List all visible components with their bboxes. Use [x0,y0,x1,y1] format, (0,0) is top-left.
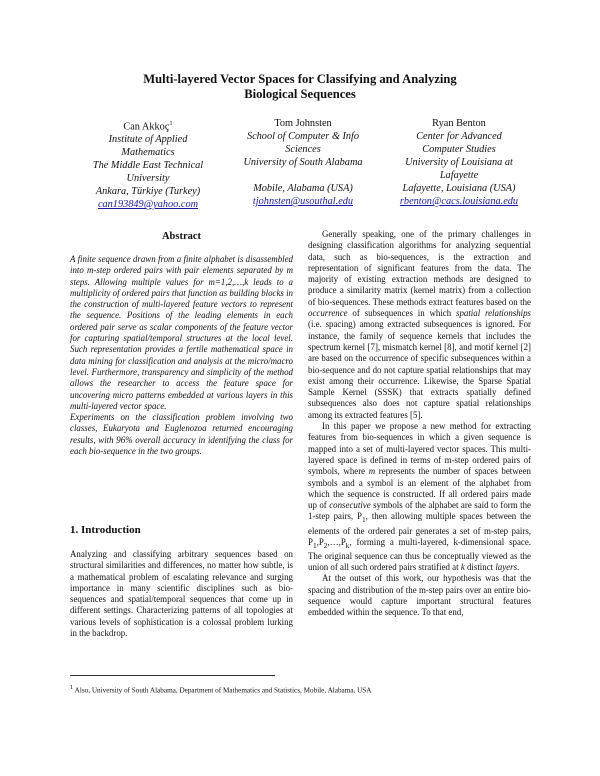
author-affiliation: Center for Advanced [416,131,502,142]
author-footnote-mark: 1 [169,120,173,127]
author-name: Can Akkoç$^1$ [123,120,173,133]
author-email-link[interactable]: tjohnsten@usouthal.edu [252,196,354,207]
right-column-body [308,229,531,619]
introduction-paragraph: Analyzing and classifying arbitrary sequences based on structural similarities and differences, no matter how subtle, is a mathematical problem of escalating relevance and surging importance in many scientific disciplines such as bio-sequences and spatial/temporal sequences that come up in different settings. Characterizing patterns of all topologies at various levels of sophistication is a colossal problem lurking in the backdrop. [70,549,293,639]
footnote-text: Also, University of South Alabama, Department of Mathematics and Statistics, Mobile, Alabama, USA [73,686,372,695]
author-affiliation: University [126,173,170,185]
author-affiliation: Mathematics [121,147,175,159]
author-name: Ryan Benton [432,118,486,129]
author-affiliation: The Middle East Technical [92,160,204,172]
body-paragraph: At the outset of this work, our hypothesis was that the spacing and distribution of the m-step pairs over an entire bio-sequence would capture important structural features embedded within the sequence. To that end, [308,573,531,618]
body-paragraph: In this paper we propose a new method for extracting features from bio-sequences in which a given sequence is mapped into a set of multi-layered vector spaces. This multi-layered space is defined in terms of m-step ordered pairs of symbols, where m represents the number of spaces between symbols and a symbol is an element of the alphabet from which the sequence is constructed. If all ordered pairs made up of consecutive symbols of the alphabet are said to form the 1-step pairs, $P_1$, then allowing multiple spaces between the elements of the ordered pair generates a set of m-step pairs, $P_1,P_2,\dots,P_k$, forming a multi-layered, k-dimensional space. The original sequence can thus be conceptually viewed as the union of all such ordered pairs stratified at k distinct layers. [308,421,531,573]
author-affiliation: Institute of Applied [108,134,188,146]
author-affiliation: Lafayette [439,170,479,181]
author-location: Lafayette, Louisiana (USA) [402,183,516,194]
author-location: Ankara, Türkiye (Turkey) [95,186,201,198]
abstract-body [70,254,293,457]
title-line-2: Biological Sequences [244,87,356,101]
author-name: Tom Johnsten [274,118,332,129]
author-block-2 [228,117,378,208]
section-heading-introduction: 1. Introduction [70,524,141,536]
author-affiliation: University of Louisiana at [405,157,513,168]
title-line-1: Multi-layered Vector Spaces for Classifying and Analyzing [143,72,457,86]
author-email-link[interactable]: can193849@yahoo.com [97,199,199,211]
introduction-body [70,549,293,639]
abstract-paragraph: Experiments on the classification problem involving two classes, Eukaryota and Euglenozoa returned encouraging results, with 96% overall accuracy in identifying the class for each bio-sequence in the two groups. [70,412,293,457]
author-affiliation: Computer Studies [422,144,496,155]
author-block-1 [78,117,218,211]
body-paragraph: Generally speaking, one of the primary challenges in designing classification algorithms for analyzing sequential data, such as bio-sequences, is the extraction and representation of significant features from the data. The majority of existing extraction methods are designed to produce a similarity matrix (kernel matrix) from a collection of bio-sequences. These methods extract features based on the occurrence of subsequences in which spatial relationships (i.e. spacing) among extracted subsequences is ignored. For instance, the family of sequence kernels that includes the spectrum kernel [7], mismatch kernel [8], and motif kernel [2] are based on the occurrence of specific subsequences within a bio-sequence and do not capture spatial relationships that may exist among their occurrence. Likewise, the Sparse Spatial Sample Kernel (SSSK) that extracts spatially defined subsequences also does not capture spatial relationships among its extracted features [5]. [308,229,532,420]
author-affiliation: School of Computer & Info [246,131,360,142]
author-location: Mobile, Alabama (USA) [253,183,353,194]
footnote [70,683,371,695]
paper-title [90,72,510,102]
footnote-divider [70,675,275,676]
author-affiliation: University of South Alabama [243,157,363,168]
author-affiliation: Sciences [285,144,321,155]
footnote-mark: 1 [70,684,74,691]
author-email-link[interactable]: rbenton@cacs.louisiana.edu [399,196,519,207]
author-block-3 [384,117,534,208]
abstract-heading: Abstract [161,231,202,242]
abstract-paragraph: A finite sequence drawn from a finite alphabet is disassembled into m-step ordered pairs with pair elements separated by m steps. Allowing multiple values for m=1,2,…,k leads to a multiplicity of ordered pairs that function as building blocks in the construction of multi-layered feature vectors to represent the sequence. Positions of the leading elements in each ordered pair serve as scalar components of the feature vector for capturing spatial/temporal structures at the local level. Such representation provides a fertile mathematical space in data mining for classification and analysis at the micro/macro level. Furthermore, transparency and simplicity of the method allows the researcher to access the feature space for uncovering micro patterns embedded at various layers in this multi-layered vector space. [70,254,293,411]
